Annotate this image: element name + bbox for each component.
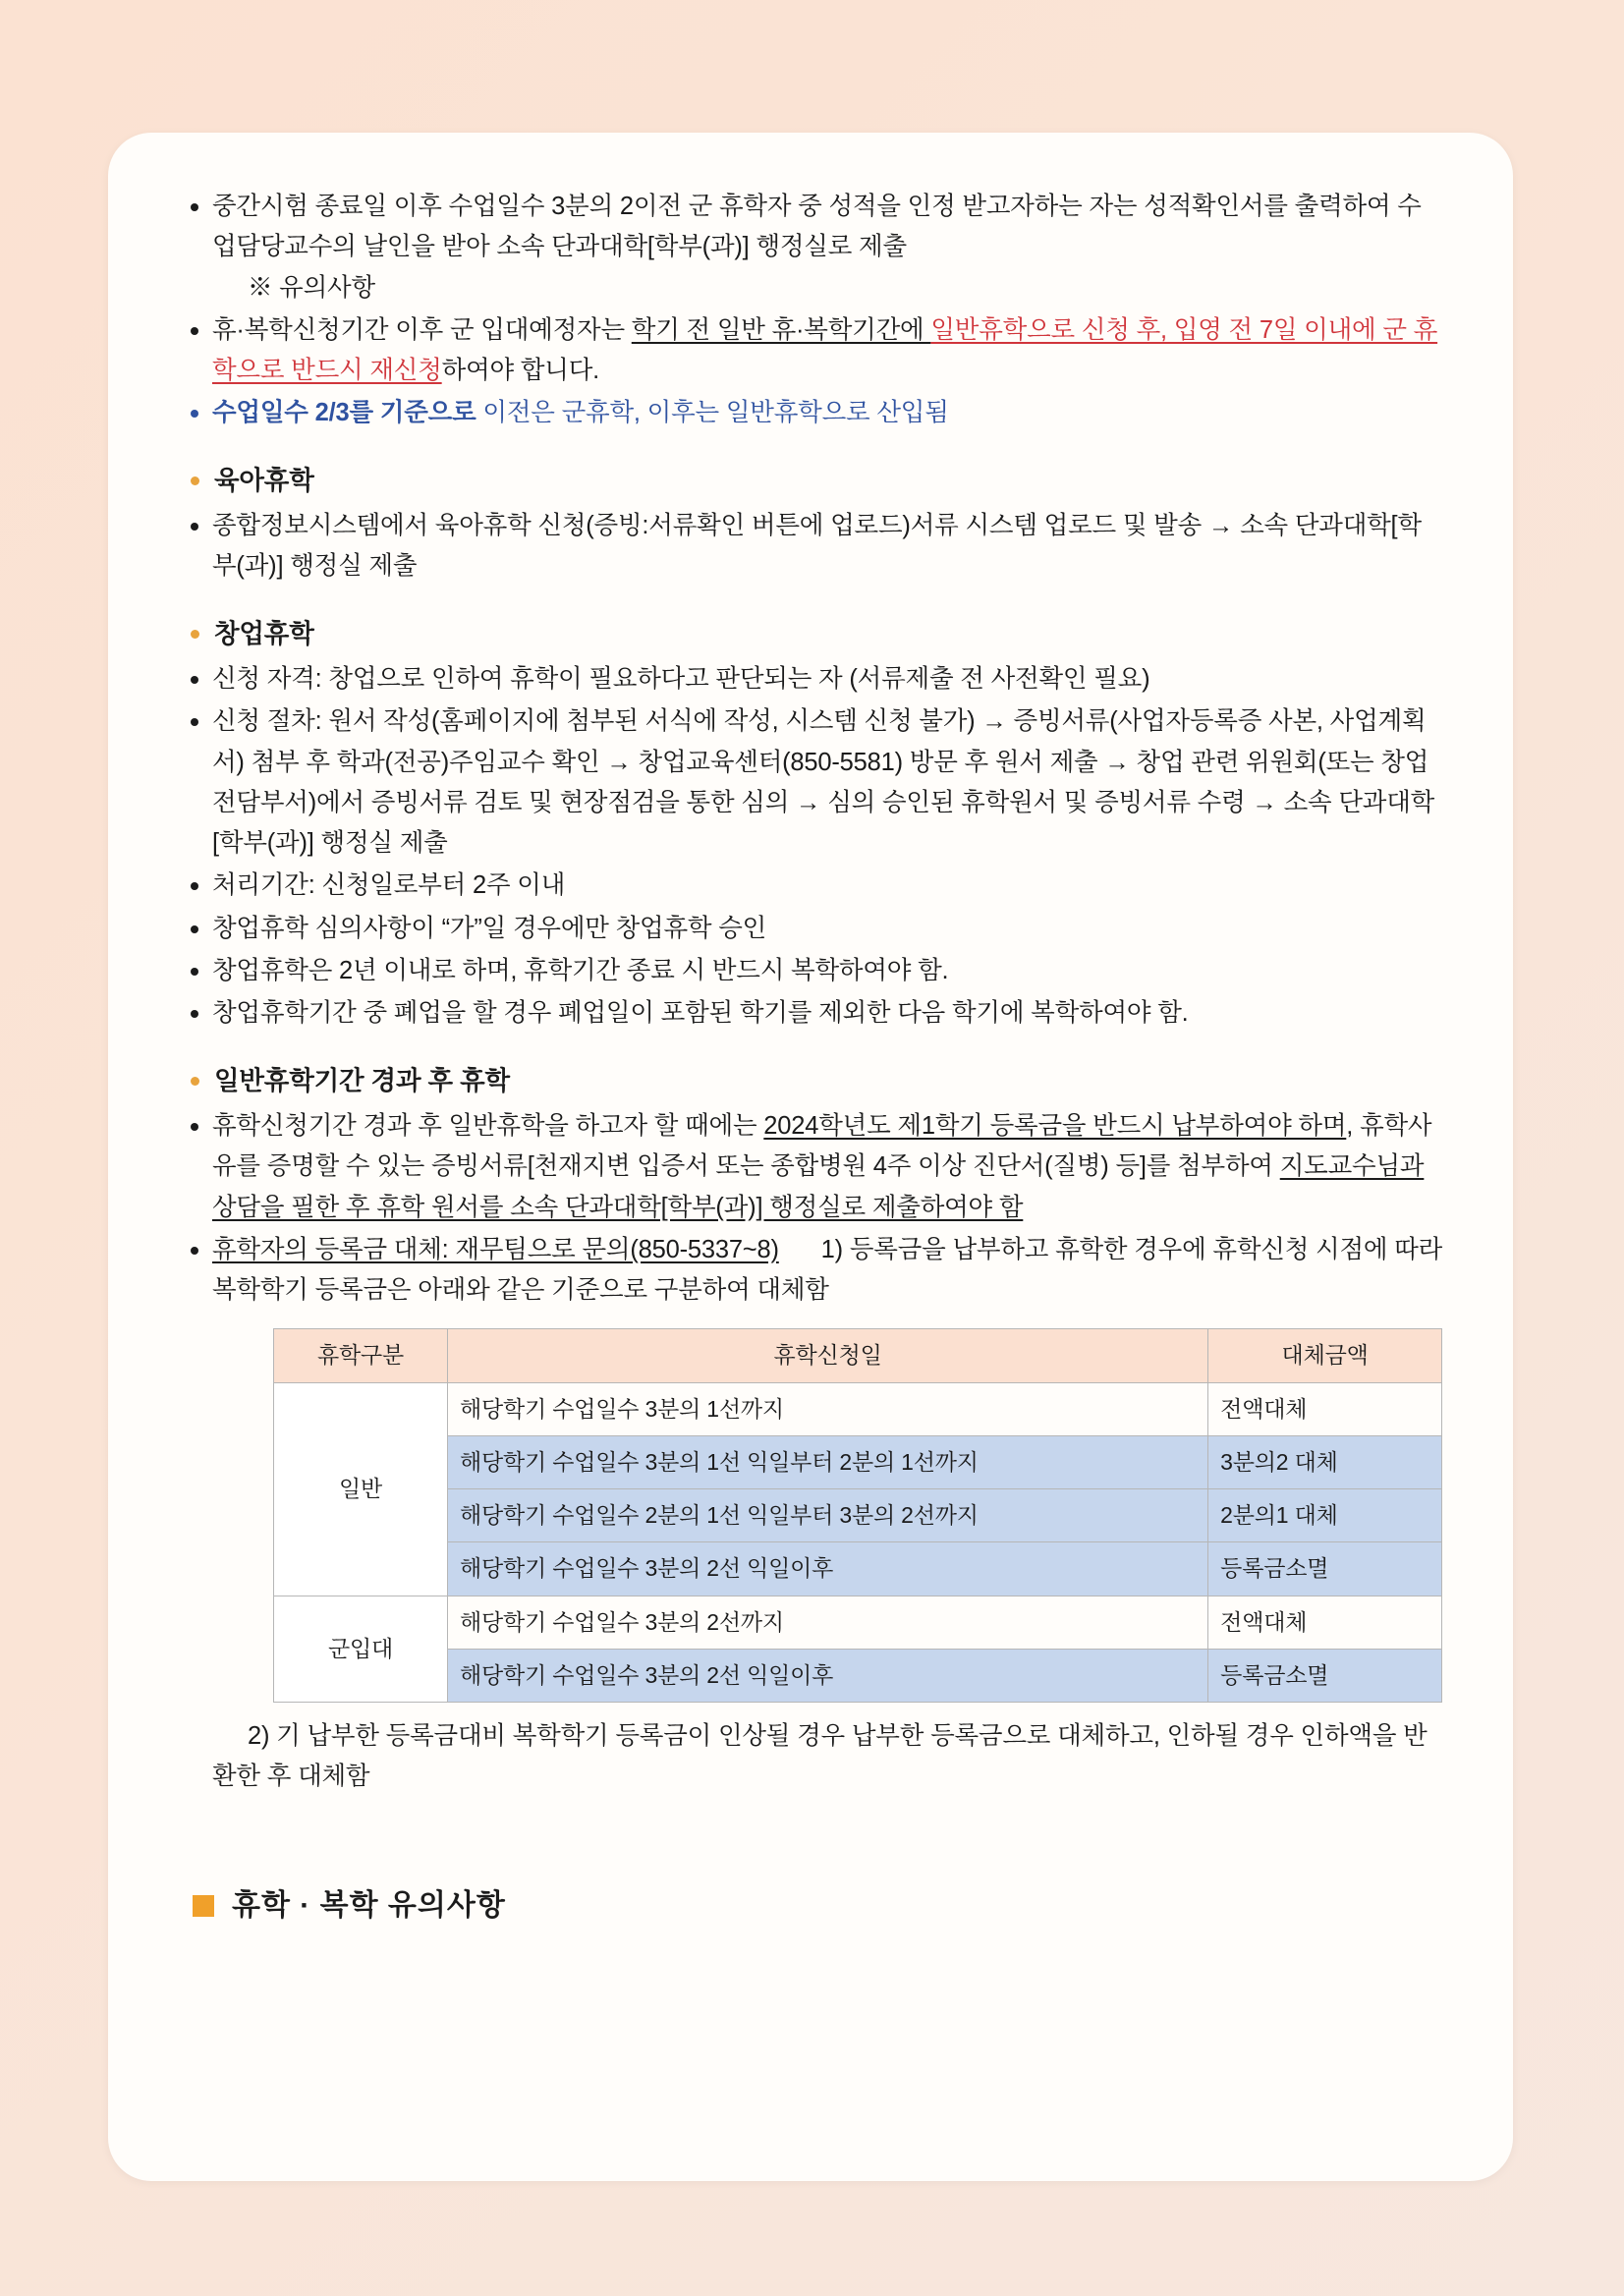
table-cell-category: 군입대 [274,1596,448,1703]
section-heading-after-general-leave [177,1060,1444,1102]
table-cell-date: 해당학기 수업일수 3분의 1선 익일부터 2분의 1선까지 [447,1435,1207,1488]
table-cell-date: 해당학기 수업일수 3분의 1선까지 [447,1382,1207,1435]
section-footer-heading [177,1882,1444,1931]
table-cell-amount: 전액대체 [1208,1596,1442,1649]
sub-numbered-text-2: 2) 기 납부한 등록금대비 복학학기 등록금이 인상될 경우 납부한 등록금으로 대체하고, 인하될 경우 인하액을 반환한 후 대체함 [212,1722,1428,1791]
table-cell-date: 해당학기 수업일수 3분의 2선까지 [447,1596,1207,1649]
list-item-blue [177,393,1444,433]
table-header-amount: 대체금액 [1208,1329,1442,1382]
underlined-text: 학기 전 일반 휴·복학기간에 [631,315,931,344]
list-item-text: 휴·복학신청기간 이후 군 입대예정자는 [212,315,632,344]
table-header-date: 휴학신청일 [447,1329,1207,1382]
underlined-text-2: 지도교수님과 상담을 필한 후 휴학 원서를 소속 단과대학[학부(과)] 행정실로 제출하여야 함 [212,1152,1425,1221]
sub-numbered-text-1: 1) 등록금을 납부하고 휴학한 경우에 휴학신청 시점에 따라 복학학기 등록금은 아래와 같은 기준으로 구분하여 대체함 [212,1235,1443,1305]
list-item-tuition-transfer [177,1230,1444,1798]
content-list [177,187,1444,1798]
document-page [108,133,1513,2181]
table-cell-category: 일반 [274,1382,448,1596]
list-item-text: 창업휴학은 2년 이내로 하며, 휴학기간 종료 시 반드시 복학하여야 함. [212,957,949,985]
table-row [274,1649,1442,1702]
list-item-text: 창업휴학기간 중 폐업을 할 경우 폐업일이 포함된 학기를 제외한 다음 학기에 복학하여야 함. [212,999,1189,1028]
document-content [177,187,1444,1930]
table-row [274,1489,1442,1542]
list-item-text-tail: 하여야 합니다. [441,357,600,385]
section-heading-childcare [177,460,1444,502]
table-head [274,1329,1442,1382]
underlined-text: 2024학년도 제1학기 등록금을 반드시 납부하여야 하며 [763,1111,1347,1140]
table-row [274,1435,1442,1488]
note-mark: ※ 유의사항 [248,273,375,302]
list-item [177,951,1444,991]
blue-text: 이전은 군휴학, 이후는 일반휴학으로 산입됨 [482,399,949,427]
list-item [177,701,1444,864]
list-item-text: 신청 자격: 창업으로 인하여 휴학이 필요하다고 판단되는 자 (서류제출 전 사전확인 필요) [212,664,1150,693]
list-item-text-mid: , 휴학사유를 증명할 수 있는 증빙서류[천재지변 입증서 또는 종합병원 4주 이상 진단서(질병) 등]를 첨부하여 [212,1111,1432,1181]
tuition-transfer-table [273,1328,1442,1703]
section-heading-startup [177,613,1444,655]
list-item-text: 창업휴학 심의사항이 “가”일 경우에만 창업휴학 승인 [212,914,767,942]
table-cell-amount: 3분의2 대체 [1208,1435,1442,1488]
bold-text: 수업일수 2/3를 기준으로 [212,399,483,427]
list-item [177,310,1444,392]
list-item [177,187,1444,308]
section-heading-label: 육아휴학 [214,465,314,495]
table-body [274,1382,1442,1703]
section-heading-label: 일반휴학기간 경과 후 휴학 [214,1065,510,1095]
table-row [274,1542,1442,1596]
list-item [177,659,1444,700]
table-cell-amount: 2분의1 대체 [1208,1489,1442,1542]
table-cell-date: 해당학기 수업일수 3분의 2선 익일이후 [447,1649,1207,1702]
section-footer-title: 휴학 · 복학 유의사항 [232,1888,506,1922]
square-bullet-icon [193,1895,214,1917]
list-item-text: 종합정보시스템에서 육아휴학 신청(증빙:서류확인 버튼에 업로드)서류 시스템 업로드 및 발송 → 소속 단과대학[학부(과)] 행정실 제출 [212,512,1422,581]
table-header-category: 휴학구분 [274,1329,448,1382]
table-header-row [274,1329,1442,1382]
list-item-text: 중간시험 종료일 이후 수업일수 3분의 2이전 군 휴학자 중 성적을 인정 받고자하는 자는 성적확인서를 출력하여 수업담당교수의 날인을 받아 소속 단과대학[학부(과)] 행정실로 제출 [212,193,1422,261]
list-item [177,993,1444,1034]
list-item-text: 처리기간: 신청일로부터 2주 이내 [212,871,566,900]
section-heading-label: 창업휴학 [214,618,314,648]
underlined-text: 휴학자의 등록금 대체: 재무팀으로 문의(850-5337~8) [212,1235,779,1263]
list-item-text: 휴학신청기간 경과 후 일반휴학을 하고자 할 때에는 [212,1111,764,1140]
list-item [177,506,1444,588]
list-item [177,909,1444,949]
list-item [177,866,1444,906]
table-row [274,1596,1442,1649]
list-item [177,1106,1444,1228]
table-cell-amount: 등록금소멸 [1208,1542,1442,1596]
table-cell-date: 해당학기 수업일수 3분의 2선 익일이후 [447,1542,1207,1596]
table-row [274,1382,1442,1435]
table-cell-amount: 등록금소멸 [1208,1649,1442,1702]
table-cell-date: 해당학기 수업일수 2분의 1선 익일부터 3분의 2선까지 [447,1489,1207,1542]
highlight-red-text: 일반휴학으로 신청 후, 입영 전 7일 이내에 군 휴학으로 반드시 재신청 [212,315,1438,385]
list-item-text: 신청 절차: 원서 작성(홈페이지에 첨부된 서식에 작성, 시스템 신청 불가) → 증빙서류(사업자등록증 사본, 사업계획서) 첨부 후 학과(전공)주임교수 확인 → 창업교육센터(850-5581) 방문 후 원서 제출 → 창업 관련 위원회(또는 창업 전담부서)에서 증빙서류 검토 및 현장점검을 통한 심의 → 심의 승인된 휴학원서 및 증빙서류 수령 → 소속 단과대학[학부(과)] 행정실 제출 [212,707,1435,858]
table-cell-amount: 전액대체 [1208,1382,1442,1435]
